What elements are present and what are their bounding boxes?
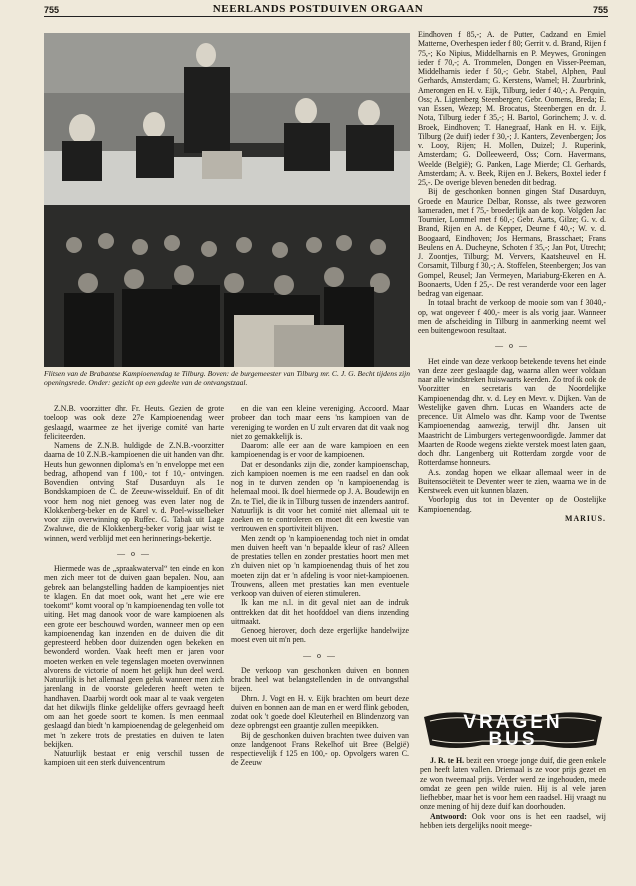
- paragraph: Het einde van deze verkoop betekende tevens het einde van deze zeer geslaagde dag, waarna allen weer voldaan naar alle windstreken huiswaarts keerden. Zo trof ik ook de Voorzitter en secretaris van de Noordelijke Kampioenendag dhr. v. d. Ley en Mevr. v. Dijken. Van de Westelijke gaven dhrn. Lucas en Waanders acte de precence. Uit Almelo was dhr. Kamp voor de Twentse Kampioenendag aanwezig, terwijl dhr. Jansen uit Maastricht de Limburgers vertegenwoordigde. Jammer dat Maarten de Roode wegens ziekte verstek moest laten gaan, doch dhr. Langenberg uit Rotterdam zorgde voor de Rotterdamse honneurs.: [418, 356, 606, 468]
- paragraph: In totaal bracht de verkoop de mooie som van f 3040,- op, wat ongeveer f 400,- meer is als vorig jaar. Wanneer men de afscheiding in Tilburg in aanmerking neemt wel een buitengewoon resultaat.: [418, 298, 606, 335]
- page-header: [0, 0, 636, 20]
- paragraph: Dhrn. J. Vogt en H. v. Eijk brachten om beurt deze duiven en bonnen aan de man en er werd flink geboden, zodat ook 't goede doel Kleuterheil en Blindenzorg van deze opbrengst een graantje zullen meepikken.: [231, 693, 409, 731]
- paragraph: en die van een kleine vereniging. Accoord. Maar probeer dan toch maar eens 'ns kampioen van de vereniging te worden en U zult ervaren dat dit vaak nog niet zo gemakkelijk is.: [231, 404, 409, 441]
- question-text: bezit een vroege jonge duif, die geen enkele pen heeft laten vallen. Driemaal is ze voor prijs gezet en ze won tweemaal prijs. Verder werd ze ingehouden, mede omdat ze geen pen wilde ruien. Hij is al vele jaren liefhebber, maar het is voor hem een raadsel. Hij vraagt nu onze mening of hij deze duif kan doorhouden.: [420, 756, 606, 812]
- paragraph: Genoeg hierover, doch deze ergerlijke handelwijze moest even uit m'n pen.: [231, 626, 409, 645]
- question-column: [420, 756, 606, 830]
- paragraph: Natuurlijk bestaat er enig verschil tussen de kampioen uit een sterk duivencentrum: [44, 749, 224, 768]
- photo-mayor-speech: [44, 33, 410, 205]
- section-separator: — o —: [303, 650, 337, 660]
- answer-text: Ook voor ons is het een raadsel, wij hebben iets dergelijks nooit meege-: [420, 811, 606, 830]
- paragraph: Namens de Z.N.B. huldigde de Z.N.B.-voorzitter daarna de 10 Z.N.B.-kampioenen die uit handen van dhr. Heuts hun gewonnen diploma's en 'n enveloppe met een bedrag, afhopend van f 100,- tot f 10,- ontvingen. Bovendien ontving Staf Dusarduyn als 1e Bondskampioen de C. de Zeeuw-wisselduif. En of dit voor hem nog niet genoeg was even later nog de Klokkenberg-beker en de Karel v. d. Poel-wisselbeker voor zijn overwinning op Ruffec. G. Tabak uit Lage Zwaluwe, die de Klokkenberg-beker vorig jaar wist te winnen, werd verblijd met een herinnerings-bekertje.: [44, 441, 224, 543]
- paragraph: Bij de geschonken bonnen gingen Staf Dusarduyn, Groede en Maurice Delbar, Ronsse, als twee gezworen kameraden, met f 75,- broederlijk aan de kop. Volgden Jac Tournier, Lommel met f 60,-; Gebr. Aarts, Gilze; G. v. d. Brand, Rijen en A. de Kepper, Deurne f 40,-; W. v. d. Boogaard, Eindhoven; Jos Hermans, Brasschaet; Frans Beulens en A. Ducheyne, Schoten f 35,-; Jan Pot, Utrecht; J. Zoontjes, Tilburg; M. Ververs, Kaatsheuvel en H. Corsamit, Tilburg f 30,-; A. Stoffelen, Steenbergen; Jos van Gompel, Reusel; Jan Vermeyen, Mariaburg-Ekeren en A. Boonaerts, Uden f 25,-. De rest veranderde voor een lager bedrag van eigenaar.: [418, 187, 606, 298]
- answer-label: Antwoord:: [430, 811, 467, 821]
- paragraph: Dat er desondanks zijn die, zonder kampioenschap, zich kampioen noemen is me een raadsel en dan ook nog in te durven zenden op 'n kampioenendag is helemaal mooi. Ik doel hiermede op J. A. Boudewijn en Zn. te Tiel, die ik in Tilburg tussen de inzenders aantrof. Natuurlijk is dit voor het comité niet allemaal uit te zoeken en te controleren en moet dit een kwestie van vertrouwen en sportiviteit blijven.: [231, 459, 409, 534]
- banner-word-1: VRAGEN: [463, 712, 563, 733]
- banner-word-2: BUS: [488, 729, 538, 750]
- paragraph: Bij de geschonken duiven brachten twee duiven van onze landgenoot Frans Rekelhof uit Bree (België) respectievelijk f 125 en 100,- op. Opvolgers waren C. de Zeeuw: [231, 730, 409, 768]
- paragraph: A.s. zondag hopen we elkaar allemaal weer in de Buitensociëteit te Deventer weer te zien, waarna we in de Kerstweek even uit kunnen blazen.: [418, 467, 606, 495]
- paragraph: Voorlopig dus tot in Deventer op de Oostelijke Kampioenendag.: [418, 495, 606, 514]
- section-separator: — o —: [117, 548, 151, 558]
- page-number-right: 755: [592, 5, 608, 15]
- paragraph: Men zendt op 'n kampioenendag toch niet in omdat men duiven heeft van 'n bepaalde kleur of ras? Alleen de prestaties tellen en zonder prestaties hoort men met z'n duiven niet op 'n kampioenendag thuis of het zou moeten zijn dat er 'n afdeling is voor niet-kampioenen. Trouwens, alleen met prestaties kan men eventuele verkoop van duiven of eieren stimuleren.: [231, 533, 409, 598]
- paragraph: Ik kan me n.l. in dit geval niet aan de indruk onttrekken dat dit het hoofddoel van diens inzending uitmaakt.: [231, 598, 409, 626]
- paragraph: Daarom: alle eer aan de ware kampioen en een kampioenendag is er voor de kampioenen.: [231, 441, 409, 460]
- paragraph: Z.N.B. voorzitter dhr. Fr. Heuts. Gezien de grote toeloop was ook deze 27e Kampioenendag weer geslaagd, waarmee ze het ijverige comité van harte feliciteerden.: [44, 404, 224, 441]
- page-number-left: 755: [44, 5, 60, 15]
- answer-paragraph: [420, 812, 606, 831]
- photo-caption: Flitsen van de Brabantse Kampioenendag te Tilburg. Boven: de burgemeester van Tilburg mr. C. J. G. Becht tijdens zijn openingsrede. Onder: gezicht op een gdeelte van de ontvangstzaal.: [44, 369, 410, 388]
- section-separator: — o —: [495, 341, 529, 351]
- header-rule: [44, 16, 608, 17]
- paragraph: De verkoop van geschonken duiven en bonnen bracht heel wat belangstellenden in de ontvangsthal bijeen.: [231, 665, 409, 694]
- author-signature: MARIUS.: [565, 513, 606, 523]
- journal-title: NEERLANDS POSTDUIVEN ORGAAN: [212, 3, 424, 15]
- question-paragraph: [420, 756, 606, 812]
- paragraph: Hiermede was de „spraakwaterval“ ten einde en kon men zich meer tot de duiven gaan bepalen. Nou, aan gebrek aan belangstelling hadden de kampioentjes niet te klagen. En dat moet ook, want het „ere wie ere toekomt“ komt vooral op 'n kampioenendag ten volle tot uiting. Het mag danook voor de ware kampioenen als een grote eer beschouwd worden, wanneer men op een kampioenendag kan inzenden en de duiven die dit gepresteerd hebben door duizenden ogen bekeken en bewonderd worden. Vaak heeft men er jaren voor moeten werken en vele tegenslagen moeten overwinnen alvorens de victorie of noem het gelijk hun deel werd. Natuurlijk is het allemaal geen geluk wanneer men zich jarenlang in de voorste gelederen heeft weten te handhaven. Daarbij wordt ook maar al te vaak vergeten dat het dikwijls flinke geldelijke offers gevraagd heeft om aan het goede soort te komen. Is men eenmaal geslaagd dan biedt 'n kampioenendag de gelegenheid om met 'n zekere trots de prestaties en duiven te laten bekijken.: [44, 564, 224, 749]
- question-label: J. R. te H.: [430, 756, 465, 765]
- vragenbus-banner: [420, 707, 606, 753]
- article-column-left: [44, 404, 224, 768]
- article-column-right: [418, 30, 606, 523]
- photo-reception-hall: [44, 205, 410, 367]
- article-column-middle: [231, 404, 409, 768]
- paragraph: Eindhoven f 85,-; A. de Putter, Cadzand en Emiel Matterne, Overhespen ieder f 80; Gerrit v. d. Brand, Rijen f 75,-; Ko Nipius, Middelharnis en P. Meywes, Groningen ieder f 70,-; A. Trommelen, Dongen en Visser-Peeman, Middelharnis ieder f 50,-; Gebr. Stabel, Alphen, Paul Gerhards, Amsterdam; G. Kerstens, Wamel; H. Zuurbrink, Amerongen en H. v. Eijk, Tilburg, ieder f 40,-; A. Perquin, Oss; A. Ligtenberg Steenbergen; Gebr. Oomens, Breda; E. van Essen, Wezep; M. Brocatus, Steenbergen en dr. J. Nota, Tilburg ieder f 35,-; H. Bartol, Gorinchem; J. v. d. Broek, Eindhoven; T. Hanegraaf, Hank en H. v. Eijk, Tilburg (2e duif) ieder f 30,-; J. Kanters, Zevenbergen; Jos v. Looy, Rijen; H. Mollen, Duizel; J. Ruperink, Amsterdam; G. Dolleeweerd, Oss; Corn. Havermans, Weelde (België); G. Panken, Lage Mierde; Cl. Gerhards, Amsterdam; A. v. Beek, Rijen en J. Bekers, Boxtel ieder f 25,-. De overige bleven beneden dit bedrag.: [418, 30, 606, 187]
